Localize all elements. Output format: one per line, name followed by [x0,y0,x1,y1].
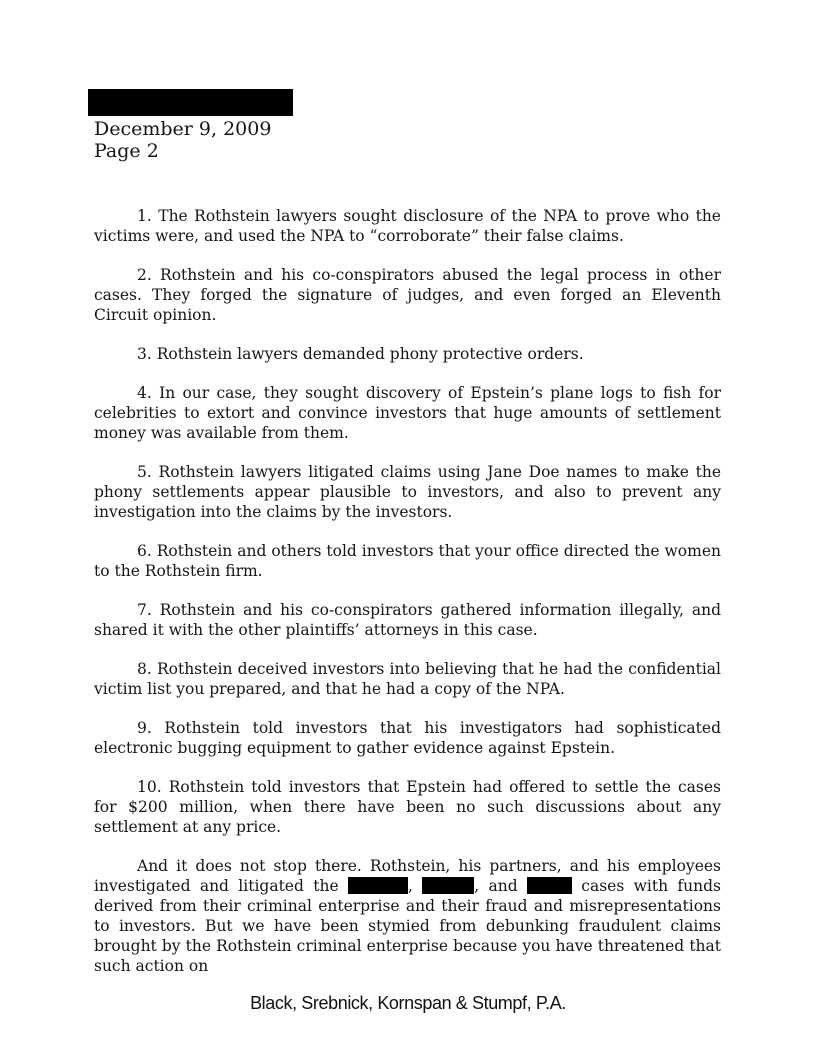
redacted-text [527,877,572,894]
letter-body [94,206,721,995]
point-6: 6. Rothstein and others told investors that your office directed the women to the Rothstein firm. [94,542,721,580]
point-4: 4. In our case, they sought discovery of Epstein’s plane logs to fish for celebrities to extort and convince investors that huge amounts of settlement money was available from them. [94,384,721,442]
point-3: 3. Rothstein lawyers demanded phony protective orders. [137,345,584,363]
point-10: 10. Rothstein told investors that Epstein had offered to settle the cases for $200 million, when there have been no such discussions about any settlement at any price. [94,778,721,836]
closing-paragraph: And it does not stop there. Rothstein, his partners, and his employees investigated and litigated the , , and cases with funds derived from their criminal enterprise and their fraud and misrepresentations to investors. But we have been stymied from debunking fraudulent claims brought by the Rothstein criminal enterprise because you have threatened that such action on [94,857,721,975]
redacted-text [348,877,408,894]
point-8: 8. Rothstein deceived investors into believing that he had the confidential victim list you prepared, and that he had a copy of the NPA. [94,660,721,698]
redacted-text [422,877,474,894]
page-number: Page 2 [94,140,159,162]
law-firm-name: Black, Srebnick, Kornspan & Stumpf, P.A. [250,993,566,1013]
letter-date: December 9, 2009 [94,118,272,140]
redacted-recipient-block [88,89,293,116]
point-7: 7. Rothstein and his co-conspirators gathered information illegally, and shared it with the other plaintiffs’ attorneys in this case. [94,601,721,639]
letter-footer [0,993,816,1014]
point-1: 1. The Rothstein lawyers sought disclosure of the NPA to prove who the victims were, and used the NPA to “corroborate” their false claims. [94,207,721,245]
point-5: 5. Rothstein lawyers litigated claims using Jane Doe names to make the phony settlements appear plausible to investors, and also to prevent any investigation into the claims by the investors. [94,463,721,521]
letter-header [94,89,293,162]
point-2: 2. Rothstein and his co-conspirators abused the legal process in other cases. They forged the signature of judges, and even forged an Eleventh Circuit opinion. [94,266,721,324]
point-9: 9. Rothstein told investors that his investigators had sophisticated electronic bugging equipment to gather evidence against Epstein. [94,719,721,757]
